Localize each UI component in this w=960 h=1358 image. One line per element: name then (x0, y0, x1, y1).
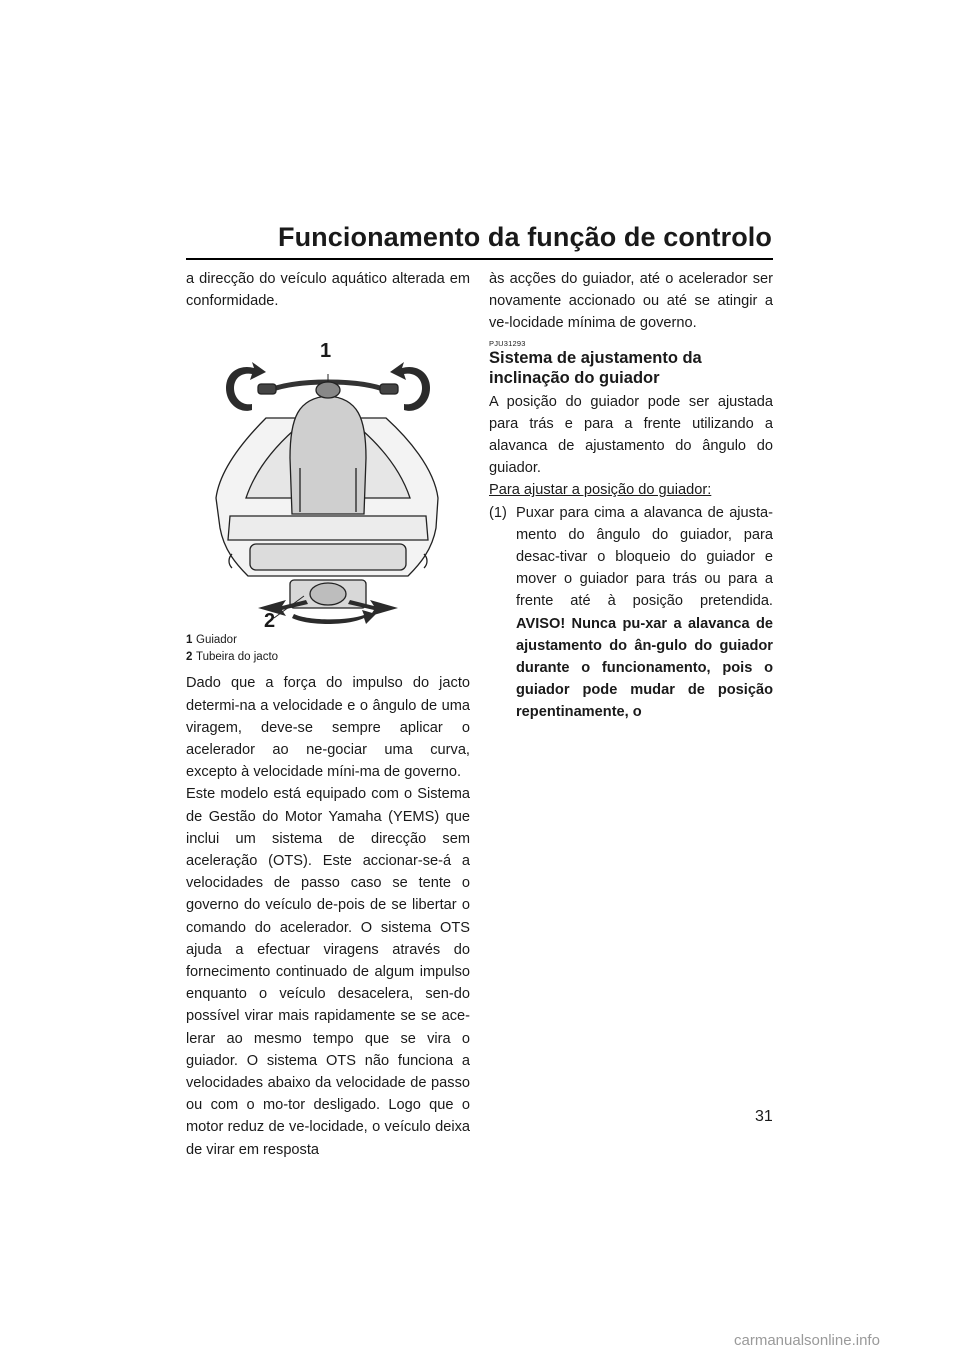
page-title: Funcionamento da função de controlo (277, 222, 772, 252)
legend-item (186, 632, 470, 649)
step-number: (1) (489, 504, 507, 521)
legend-label: Guiador (196, 634, 237, 647)
callout-2: 2 (264, 610, 276, 633)
left-column (186, 268, 470, 1161)
title-rule (186, 258, 773, 260)
section-intro: A posição do guiador pode ser ajustada para trás e para a frente utilizando a alavanca de ajustamento do ângulo do guiador. (489, 393, 773, 477)
watercraft-illustration (186, 318, 470, 628)
legend-item (186, 649, 470, 666)
legend-number: 2 (186, 651, 193, 664)
legend-number: 1 (186, 634, 193, 647)
step-text: Puxar para cima a alavanca de ajusta-mento do ângulo do guiador, para desac-tivar o bloqueio do guiador e mover o guiador para trás ou para a frente até à posição pretendida. (516, 504, 773, 610)
watermark: carmanualsonline.info (734, 1332, 880, 1349)
intro-paragraph: a direcção do veículo aquático alterada em conformidade. (186, 271, 470, 310)
throttle-paragraph: Dado que a força do impulso do jacto determi-na a velocidade e o ângulo de uma viragem, deve-se sempre aplicar o acelerador ao ne-gociar uma curva, excepto à velocidade míni-ma de governo. (186, 675, 470, 781)
legend-label: Tubeira do jacto (196, 651, 279, 664)
continuation-paragraph: às acções do guiador, até o acelerador ser novamente accionado ou até se atingir a ve-locidade mínima de governo. (489, 271, 773, 332)
procedure-step (489, 502, 773, 724)
section-title: Sistema de ajustamento da inclinação do guiador (489, 348, 702, 387)
figure-legend (186, 632, 470, 666)
watercraft-figure (186, 318, 470, 633)
step-body (516, 502, 773, 724)
section-code: PJU31293 (489, 338, 526, 348)
callout-1: 1 (320, 340, 332, 363)
ots-paragraph: Este modelo está equipado com o Sistema de Gestão do Motor Yamaha (YEMS) que inclui um sistema de direcção sem aceleração (OTS). Este accionar-se-á a velocidades de passo caso se tente o governo do veículo de-pois de se libertar o comando do acelerador. O sistema OTS ajuda a efectuar viragens através do fornecimento continuado de algum impulso enquanto o veículo desacelera, sen-do possível virar mais rapidamente se se ace-lerar ao mesmo tempo que se vira o guiador. O sistema OTS não funciona a velocidades abaixo da velocidade de passo ou com o mo-tor desligado. Logo que o motor reduz de ve-locidade, o veículo deixa de virar em resposta (186, 786, 470, 1158)
right-column (489, 268, 773, 724)
procedure-subheading: Para ajustar a posição do guiador: (489, 482, 712, 499)
page-number: 31 (755, 1108, 773, 1125)
step-warning: AVISO! Nunca pu-xar a alavanca de ajustamento do ân-gulo do guiador durante o funcionamento, pois o guiador pode mudar de posição repentinamente, o (516, 615, 773, 721)
